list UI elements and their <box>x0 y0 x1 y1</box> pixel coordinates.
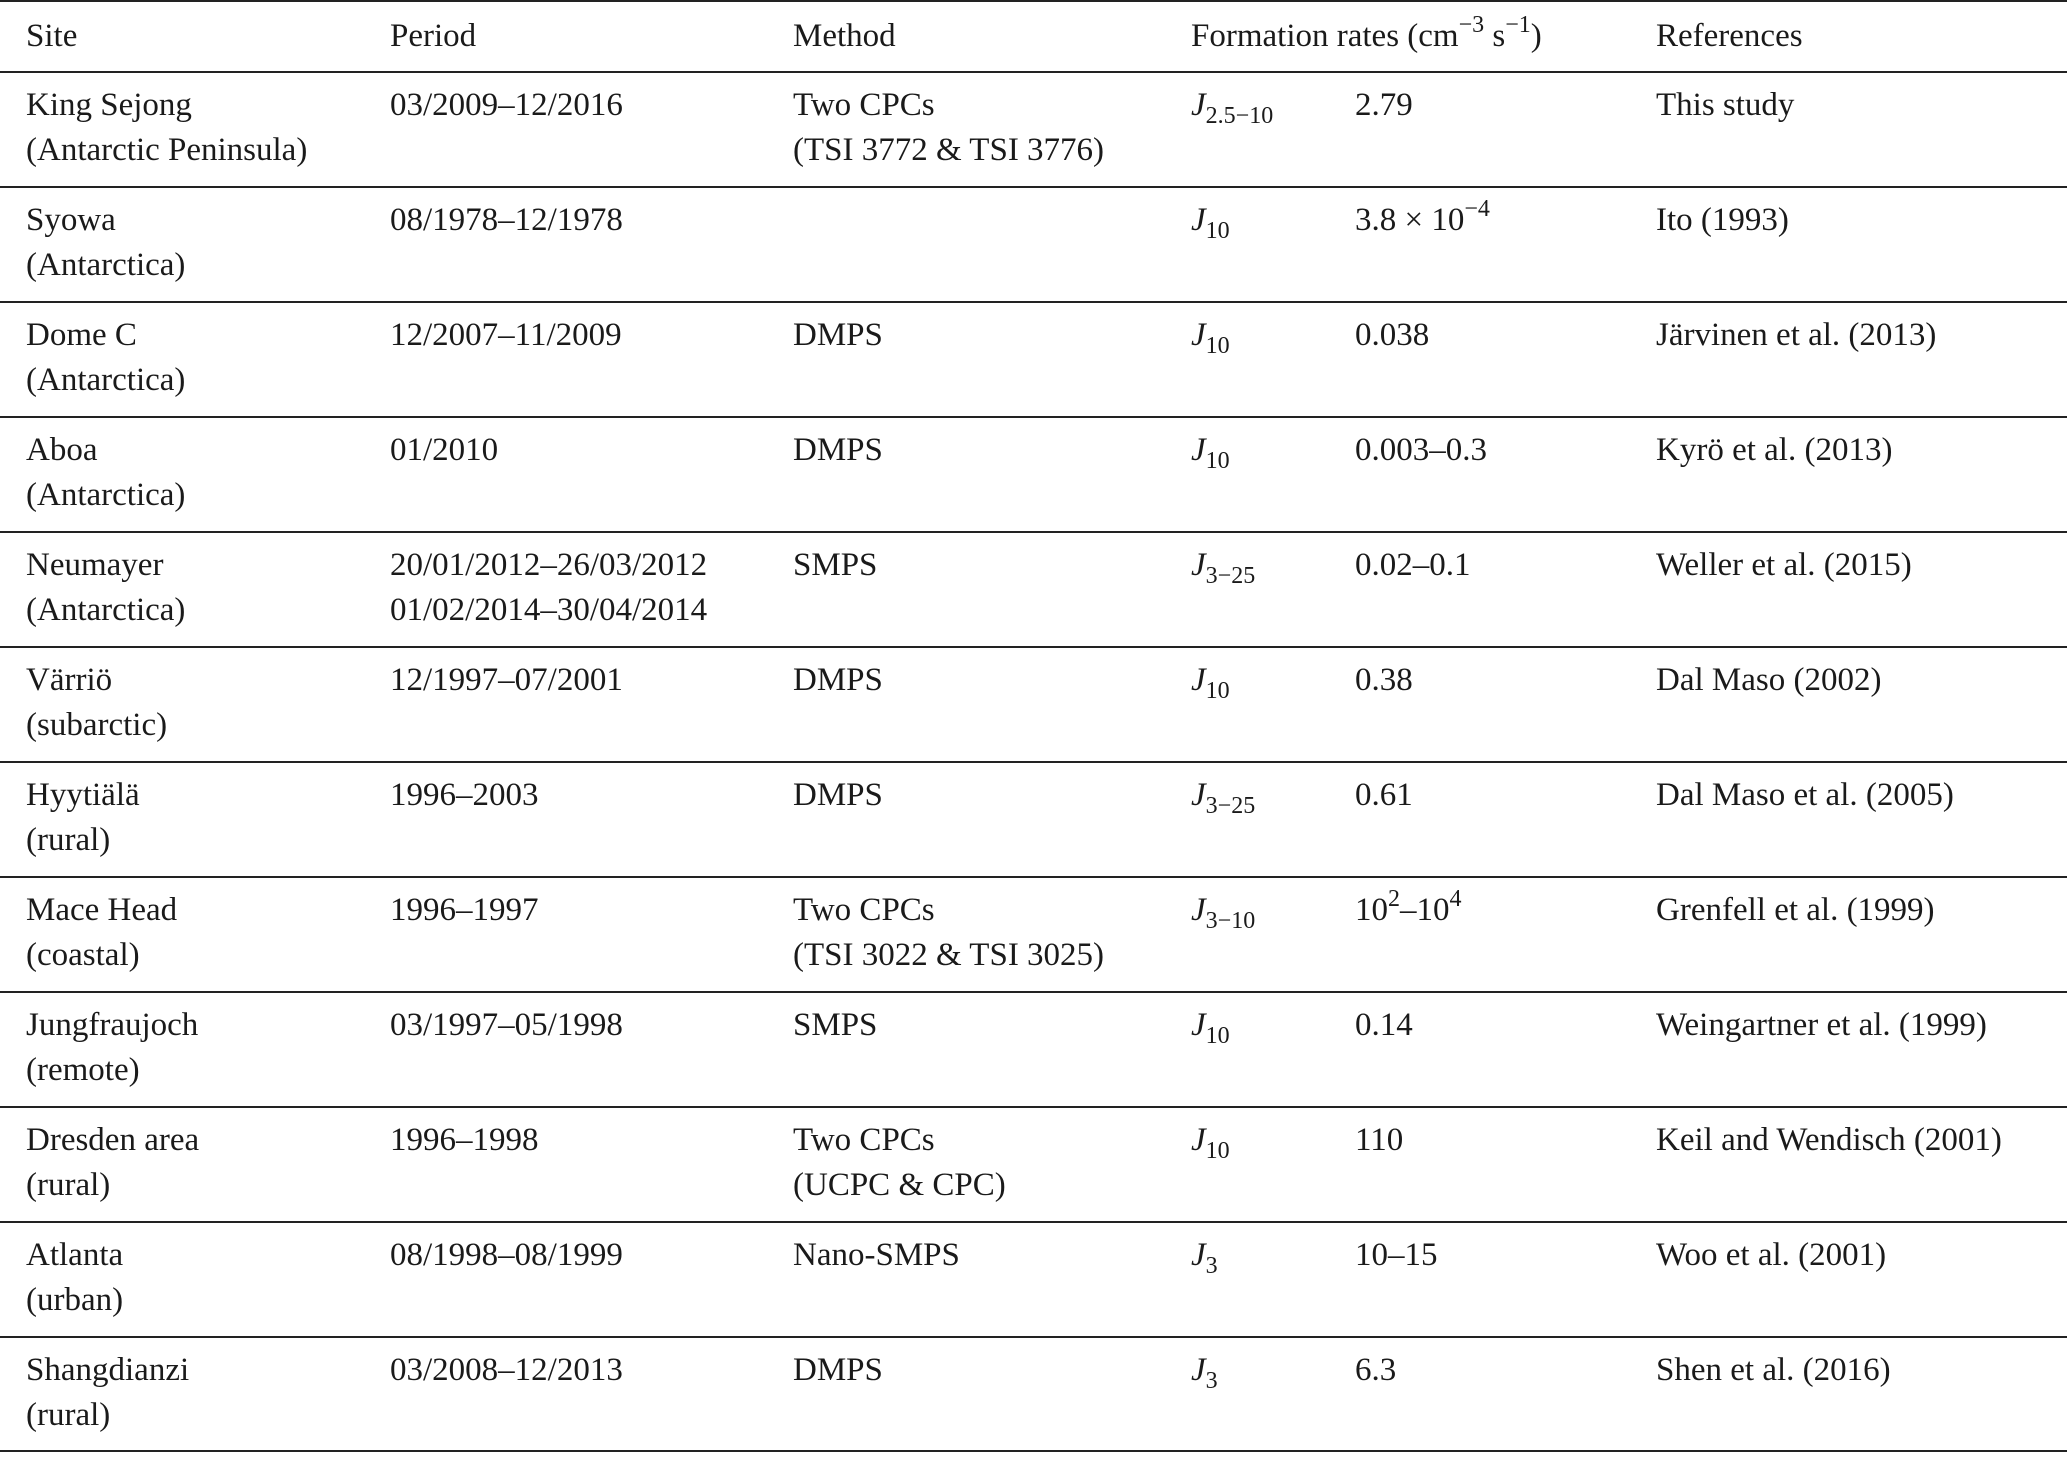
cell-method <box>793 83 1104 173</box>
rate-value: 0.003–0.3 <box>1355 432 1487 468</box>
rate-subscript: 3 <box>1205 1368 1218 1394</box>
rate-subscript: 3−25 <box>1205 563 1256 589</box>
method-line-1: DMPS <box>793 432 883 468</box>
cell-method <box>793 543 877 588</box>
rate-symbol: J <box>1191 87 1206 123</box>
cell-method <box>793 1233 960 1278</box>
site-note: (Antarctica) <box>26 592 186 628</box>
period-line-1: 12/1997–07/2001 <box>390 662 623 698</box>
rate-value: 0.38 <box>1355 662 1413 698</box>
cell-site <box>26 313 185 403</box>
cell-period <box>390 1233 623 1278</box>
cell-rate-value <box>1355 428 1487 473</box>
period-line-1: 03/2009–12/2016 <box>390 87 623 123</box>
table-row <box>0 878 2067 993</box>
cell-site <box>26 1003 198 1093</box>
rate-symbol: J <box>1191 1007 1206 1043</box>
cell-rate-parameter <box>1191 313 1230 358</box>
cell-method <box>793 773 883 818</box>
rate-subscript: 10 <box>1205 448 1230 474</box>
rate-exponent: −4 <box>1464 196 1490 222</box>
site-name: Värriö <box>26 662 113 698</box>
site-note: (Antarctica) <box>26 477 186 513</box>
rate-subscript: 3−25 <box>1205 793 1256 819</box>
cell-site <box>26 1118 199 1208</box>
header-rates-mid: s <box>1484 18 1506 54</box>
cell-period <box>390 543 707 633</box>
cell-site <box>26 658 167 748</box>
cell-method <box>793 1003 877 1048</box>
cell-reference: Weingartner et al. (1999) <box>1656 1007 1987 1043</box>
cell-rate-value <box>1355 198 1490 243</box>
header-site: Site <box>26 18 78 54</box>
period-line-1: 1996–1998 <box>390 1122 539 1158</box>
period-line-1: 1996–1997 <box>390 892 539 928</box>
cell-method <box>793 428 883 473</box>
cell-period <box>390 658 623 703</box>
rate-exponent-upper: 4 <box>1449 886 1462 912</box>
site-name: Shangdianzi <box>26 1352 190 1388</box>
site-name: Dome C <box>26 317 137 353</box>
rate-value: 110 <box>1355 1122 1404 1158</box>
table-row <box>0 1108 2067 1223</box>
rate-value: 2.79 <box>1355 87 1413 123</box>
cell-rate-parameter <box>1191 888 1255 933</box>
cell-rate-parameter <box>1191 543 1255 588</box>
table-row <box>0 188 2067 303</box>
method-line-1: Two CPCs <box>793 87 935 123</box>
site-name: Dresden area <box>26 1122 200 1158</box>
site-note: (subarctic) <box>26 707 168 743</box>
cell-reference: Shen et al. (2016) <box>1656 1352 1891 1388</box>
cell-period <box>390 313 622 358</box>
cell-period <box>390 198 623 243</box>
method-line-2: (UCPC & CPC) <box>793 1167 1006 1203</box>
cell-period <box>390 1003 623 1048</box>
cell-reference: Grenfell et al. (1999) <box>1656 892 1935 928</box>
cell-rate-parameter <box>1191 1003 1230 1048</box>
rate-subscript: 10 <box>1205 1138 1230 1164</box>
cell-reference: Kyrö et al. (2013) <box>1656 432 1893 468</box>
method-line-1: DMPS <box>793 662 883 698</box>
rate-value: 0.14 <box>1355 1007 1413 1043</box>
site-note: (Antarctica) <box>26 247 186 283</box>
cell-reference: Dal Maso et al. (2005) <box>1656 777 1954 813</box>
rate-symbol: J <box>1191 202 1206 238</box>
cell-reference: Weller et al. (2015) <box>1656 547 1912 583</box>
site-name: Mace Head <box>26 892 178 928</box>
header-references: References <box>1656 18 1803 54</box>
method-line-2: (TSI 3022 & TSI 3025) <box>793 937 1105 973</box>
cell-rate-value <box>1355 83 1413 128</box>
rate-subscript: 3 <box>1205 1253 1218 1279</box>
cell-method <box>793 313 883 358</box>
cell-site <box>26 1348 189 1438</box>
site-note: (urban) <box>26 1282 124 1318</box>
rate-exponent: 2 <box>1388 886 1400 912</box>
rate-value: 0.61 <box>1355 777 1413 813</box>
cell-site <box>26 543 185 633</box>
table-header <box>0 0 2067 73</box>
table-row <box>0 763 2067 878</box>
method-line-1: DMPS <box>793 317 883 353</box>
site-note: (rural) <box>26 1397 111 1433</box>
period-line-1: 01/2010 <box>390 432 499 468</box>
cell-rate-value <box>1355 773 1413 818</box>
site-note: (coastal) <box>26 937 140 973</box>
cell-site <box>26 83 307 173</box>
site-name: Hyytiälä <box>26 777 140 813</box>
period-line-1: 1996–2003 <box>390 777 539 813</box>
cell-rate-parameter <box>1191 83 1273 128</box>
rate-symbol: J <box>1191 662 1206 698</box>
cell-site <box>26 888 177 978</box>
header-rates-exp2: −1 <box>1505 12 1531 38</box>
cell-reference: Keil and Wendisch (2001) <box>1656 1122 2002 1158</box>
rate-subscript: 10 <box>1205 678 1230 704</box>
rate-symbol: J <box>1191 1122 1206 1158</box>
header-rates-exp1: −3 <box>1458 12 1485 38</box>
cell-period <box>390 773 539 818</box>
period-line-2: 01/02/2014–30/04/2014 <box>390 592 708 628</box>
site-note: (rural) <box>26 822 111 858</box>
table-row <box>0 1338 2067 1452</box>
cell-period <box>390 888 539 933</box>
period-line-1: 08/1978–12/1978 <box>390 202 623 238</box>
cell-rate-parameter <box>1191 1233 1218 1278</box>
header-rates-suffix: ) <box>1530 18 1542 54</box>
period-line-1: 20/01/2012–26/03/2012 <box>390 547 708 583</box>
cell-period <box>390 1118 539 1163</box>
cell-rate-value <box>1355 1003 1413 1048</box>
rate-subscript: 10 <box>1205 1023 1230 1049</box>
rate-value: 10–15 <box>1355 1237 1438 1273</box>
site-name: Jungfraujoch <box>26 1007 199 1043</box>
method-line-1: Two CPCs <box>793 1122 935 1158</box>
site-name: Atlanta <box>26 1237 124 1273</box>
rate-subscript: 3−10 <box>1205 908 1256 934</box>
cell-site <box>26 198 185 288</box>
site-name: Aboa <box>26 432 98 468</box>
table-row <box>0 533 2067 648</box>
cell-rate-parameter <box>1191 773 1255 818</box>
rate-subscript: 2.5−10 <box>1205 103 1274 129</box>
rate-value-upper: –10 <box>1400 892 1450 928</box>
period-line-1: 03/2008–12/2013 <box>390 1352 623 1388</box>
table-body <box>0 73 2067 1452</box>
cell-rate-value <box>1355 1348 1396 1393</box>
rate-symbol: J <box>1191 432 1206 468</box>
cell-rate-value <box>1355 1233 1438 1278</box>
cell-period <box>390 1348 623 1393</box>
cell-rate-value <box>1355 543 1471 588</box>
cell-method <box>793 658 883 703</box>
rate-symbol: J <box>1191 547 1206 583</box>
method-line-1: SMPS <box>793 547 878 583</box>
cell-rate-parameter <box>1191 1118 1230 1163</box>
site-note: (remote) <box>26 1052 140 1088</box>
rate-value: 6.3 <box>1355 1352 1397 1388</box>
rate-value: 0.02–0.1 <box>1355 547 1471 583</box>
site-note: (Antarctic Peninsula) <box>26 132 308 168</box>
method-line-2: (TSI 3772 & TSI 3776) <box>793 132 1105 168</box>
cell-rate-value <box>1355 313 1429 358</box>
table-row <box>0 418 2067 533</box>
cell-method <box>793 1348 883 1393</box>
cell-rate-parameter <box>1191 428 1230 473</box>
site-note: (rural) <box>26 1167 111 1203</box>
method-line-1: DMPS <box>793 777 883 813</box>
cell-method <box>793 1118 1006 1208</box>
period-line-1: 03/1997–05/1998 <box>390 1007 623 1043</box>
table-row <box>0 648 2067 763</box>
cell-method <box>793 888 1104 978</box>
rate-value: 10 <box>1355 892 1388 928</box>
table-row <box>0 303 2067 418</box>
cell-rate-parameter <box>1191 658 1230 703</box>
header-method: Method <box>793 18 896 54</box>
site-name: Neumayer <box>26 547 164 583</box>
rate-value: 3.8 × 10 <box>1355 202 1465 238</box>
rate-symbol: J <box>1191 1352 1206 1388</box>
cell-site <box>26 428 185 518</box>
cell-rate-parameter <box>1191 198 1230 243</box>
rate-symbol: J <box>1191 1237 1206 1273</box>
table-row <box>0 993 2067 1108</box>
cell-reference: Woo et al. (2001) <box>1656 1237 1887 1273</box>
rate-symbol: J <box>1191 777 1206 813</box>
cell-period <box>390 83 623 128</box>
cell-reference: Ito (1993) <box>1656 202 1789 238</box>
cell-rate-value <box>1355 888 1462 933</box>
table-row <box>0 73 2067 188</box>
cell-site <box>26 773 140 863</box>
cell-site <box>26 1233 123 1323</box>
cell-rate-value <box>1355 1118 1403 1163</box>
rate-value: 0.038 <box>1355 317 1430 353</box>
method-line-1: Two CPCs <box>793 892 935 928</box>
cell-rate-parameter <box>1191 1348 1218 1393</box>
cell-reference: Dal Maso (2002) <box>1656 662 1882 698</box>
table-row <box>0 1223 2067 1338</box>
cell-rate-value <box>1355 658 1413 703</box>
period-line-1: 12/2007–11/2009 <box>390 317 622 353</box>
site-name: King Sejong <box>26 87 192 123</box>
period-line-1: 08/1998–08/1999 <box>390 1237 623 1273</box>
header-rates-prefix: Formation rates (cm <box>1191 18 1459 54</box>
cell-reference: Järvinen et al. (2013) <box>1656 317 1937 353</box>
method-line-1: DMPS <box>793 1352 883 1388</box>
header-period: Period <box>390 18 477 54</box>
cell-reference: This study <box>1656 87 1795 123</box>
rate-subscript: 10 <box>1205 333 1230 359</box>
cell-period <box>390 428 498 473</box>
site-name: Syowa <box>26 202 116 238</box>
rate-symbol: J <box>1191 892 1206 928</box>
method-line-1: Nano-SMPS <box>793 1237 960 1273</box>
method-line-1: SMPS <box>793 1007 878 1043</box>
site-note: (Antarctica) <box>26 362 186 398</box>
rate-subscript: 10 <box>1205 218 1230 244</box>
rate-symbol: J <box>1191 317 1206 353</box>
header-formation-rates <box>1191 14 1542 59</box>
